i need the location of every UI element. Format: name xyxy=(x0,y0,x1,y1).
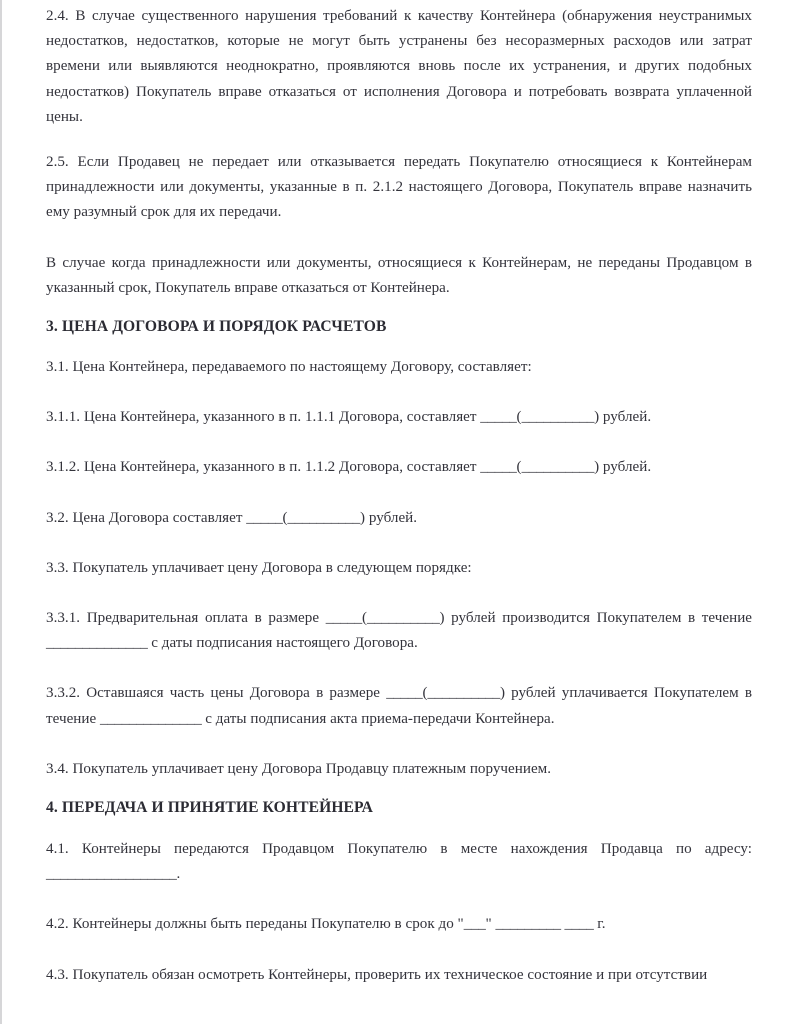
paragraph-spacer xyxy=(46,952,752,963)
term-blank: ______________ xyxy=(100,710,202,727)
clause-4-1-suffix: . xyxy=(176,866,181,883)
clause-3-3-1-suffix: с даты подписания настоящего Договора. xyxy=(147,635,418,652)
amount-blank-words: __________ xyxy=(287,509,361,526)
paragraph-spacer xyxy=(46,495,752,506)
address-blank: __________________ xyxy=(46,866,177,883)
open-paren: ( xyxy=(422,685,428,702)
document-body xyxy=(46,4,752,988)
clause-3-2-text: 3.2. Цена Договора составляет xyxy=(46,509,247,526)
clause-3-1-2-text: 3.1.2. Цена Контейнера, указанного в п. 1.1.2 Договора, составляет xyxy=(46,459,481,476)
open-paren: ( xyxy=(282,509,288,526)
section-heading-3: 3. ЦЕНА ДОГОВОРА И ПОРЯДОК РАСЧЕТОВ xyxy=(46,318,387,336)
paragraph-spacer xyxy=(46,901,752,912)
amount-blank-short: _____ xyxy=(325,610,362,627)
date-month-blank: _________ xyxy=(495,916,561,933)
clause-3-3: 3.3. Покупатель уплачивает цену Договора в следующем порядке: xyxy=(46,559,472,576)
clause-4-3: 4.3. Покупатель обязан осмотреть Контейнеры, проверить их техническое состояние и при отсутствии xyxy=(46,966,708,983)
clause-4-1-text: 4.1. Контейнеры передаются Продавцом Покупателю в месте нахождения Продавца по адресу: xyxy=(46,841,752,858)
date-year-blank: ____ xyxy=(564,916,594,933)
amount-blank-short: _____ xyxy=(246,509,283,526)
clause-3-3-2-suffix: с даты подписания акта приема-передачи Контейнера. xyxy=(201,710,555,727)
clause-4-2 xyxy=(46,912,752,937)
amount-blank-words: __________ xyxy=(521,459,595,476)
clause-3-1-1-suffix: ) рублей. xyxy=(594,409,652,426)
amount-blank-short: _____ xyxy=(480,459,517,476)
clause-4-2-suffix: г. xyxy=(593,916,606,933)
clause-3-1-2-suffix: ) рублей. xyxy=(594,459,652,476)
amount-blank-words: __________ xyxy=(366,610,440,627)
paragraph-spacer xyxy=(46,444,752,455)
open-paren: ( xyxy=(516,409,522,426)
date-day-blank: ___ xyxy=(463,916,486,933)
clause-3-4: 3.4. Покупатель уплачивает цену Договора Продавцу платежным поручением. xyxy=(46,760,552,777)
clause-3-1-1 xyxy=(46,405,752,430)
paragraph-spacer xyxy=(46,240,752,251)
clause-3-1-1-text: 3.1.1. Цена Контейнера, указанного в п. 1.1.1 Договора, составляет xyxy=(46,409,481,426)
paragraph-spacer xyxy=(46,670,752,681)
clause-3-3-2-middle: ) рублей уплачивается Покупателем в течение xyxy=(46,685,752,727)
amount-blank-words: __________ xyxy=(521,409,595,426)
clause-4-2-text: 4.2. Контейнеры должны быть переданы Покупателю в срок до " xyxy=(46,916,464,933)
paragraph-spacer xyxy=(46,394,752,405)
clause-3-1: 3.1. Цена Контейнера, передаваемого по настоящему Договору, составляет: xyxy=(46,359,532,376)
amount-blank-words: __________ xyxy=(427,685,500,702)
clause-3-3-2 xyxy=(46,681,752,731)
clause-3-1-2 xyxy=(46,455,752,480)
clause-2-5-continuation: В случае когда принадлежности или документы, относящиеся к Контейнерам, не переданы Продавцом в указанный срок, Покупатель вправе отказаться от Контейнера. xyxy=(46,254,752,296)
clause-3-3-1-text: 3.3.1. Предварительная оплата в размере xyxy=(46,610,326,627)
open-paren: ( xyxy=(516,459,522,476)
clause-4-1 xyxy=(46,837,752,887)
clause-4-2-mid1: " xyxy=(485,916,496,933)
paragraph-spacer xyxy=(46,545,752,556)
clause-3-3-2-text: 3.3.2. Оставшаяся часть цены Договора в размере xyxy=(46,685,387,702)
clause-2-5: 2.5. Если Продавец не передает или отказывается передать Покупателю относящиеся к Контейнерам принадлежности или документы, указанные в п. 2.1.2 настоящего Договора, Покупатель вправе назначить ему разумный срок для их передачи. xyxy=(46,154,752,221)
clause-3-2-suffix: ) рублей. xyxy=(360,509,418,526)
section-heading-4: 4. ПЕРЕДАЧА И ПРИНЯТИЕ КОНТЕЙНЕРА xyxy=(46,799,374,817)
clause-3-2 xyxy=(46,506,752,531)
term-blank: ______________ xyxy=(46,635,148,652)
clause-3-3-1 xyxy=(46,606,752,656)
clause-3-3-1-middle: ) рублей производится Покупателем в течение xyxy=(439,610,753,627)
paragraph-spacer xyxy=(46,746,752,757)
amount-blank-short: _____ xyxy=(480,409,517,426)
clause-2-4: 2.4. В случае существенного нарушения требований к качеству Контейнера (обнаружения неустранимых недостатков, недостатков, которые не могут быть устранены без несоразмерных расходов или затрат времени или выявляются неоднократно, проявляются вновь после их устранения, и других подобных недостатков) Покупатель вправе отказаться от исполнения Договора и потребовать возврата уплаченной цены. xyxy=(46,8,752,125)
paragraph-spacer xyxy=(46,595,752,606)
amount-blank-short: _____ xyxy=(386,685,423,702)
open-paren: ( xyxy=(361,610,367,627)
